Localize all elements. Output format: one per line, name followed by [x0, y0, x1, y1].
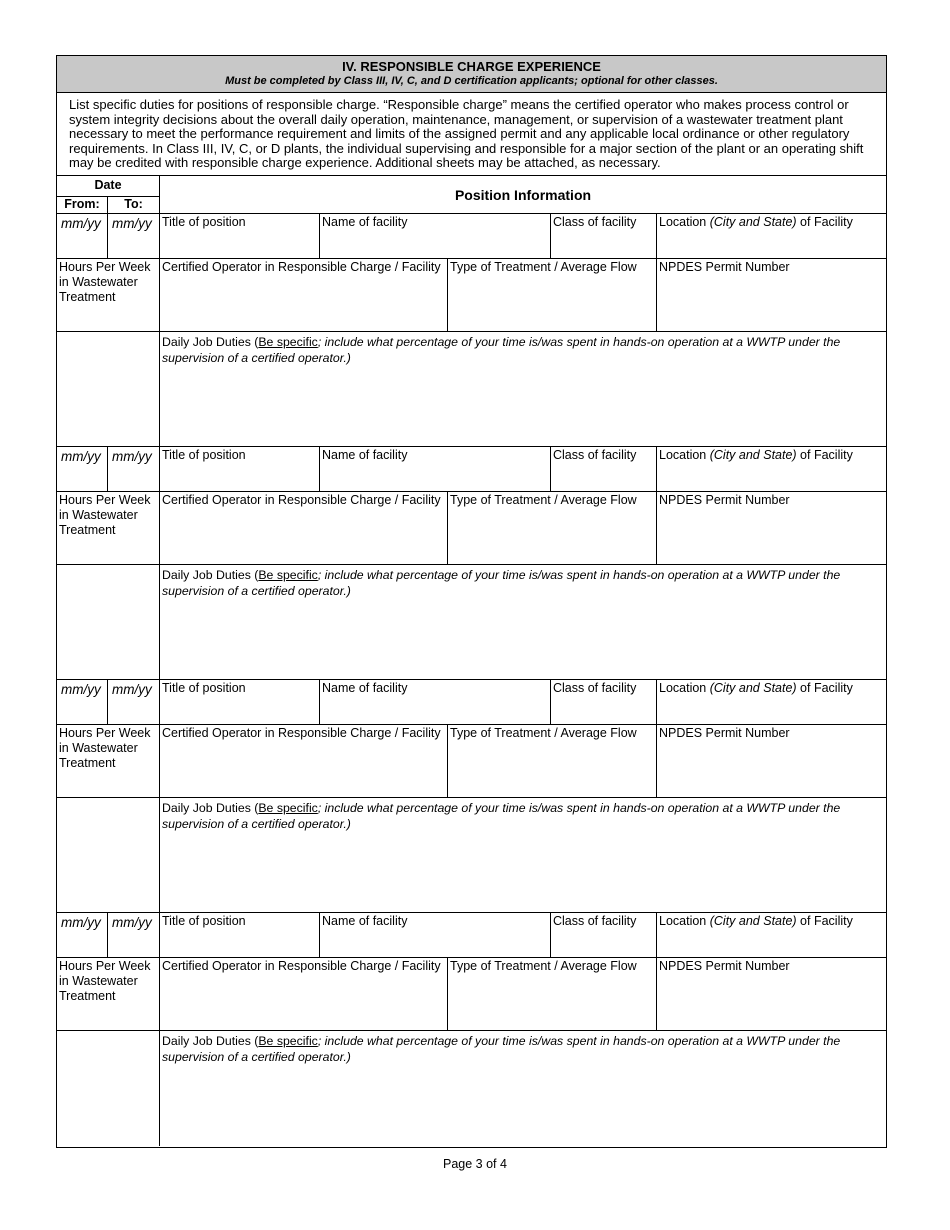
duties-spacer — [57, 332, 160, 447]
name-of-facility-label: Name of facility — [322, 681, 408, 695]
from-date-field[interactable] — [57, 680, 108, 725]
type-of-treatment-field[interactable] — [448, 958, 657, 1031]
certified-operator-field[interactable] — [160, 259, 448, 332]
hours-per-week-label: Hours Per Week in Wastewater Treatment — [59, 260, 151, 304]
daily-job-duties-label — [162, 1033, 856, 1065]
certified-operator-field[interactable] — [160, 958, 448, 1031]
to-date-placeholder: mm/yy — [112, 216, 152, 231]
npdes-permit-field[interactable] — [657, 259, 886, 332]
to-date-field[interactable] — [108, 214, 160, 259]
type-of-treatment-field[interactable] — [448, 492, 657, 565]
duties-label-suffix: ; include what percentage of your time is/was spent in hands-on operation at a WWTP under the supervision of a certified operator.) — [162, 1034, 841, 1064]
location-label — [659, 681, 884, 696]
position-block — [57, 447, 886, 680]
from-date-placeholder: mm/yy — [61, 915, 101, 930]
location-label-suffix: of Facility — [796, 448, 853, 462]
page-number: Page 3 of 4 — [443, 1157, 507, 1171]
npdes-permit-field[interactable] — [657, 958, 886, 1031]
position-block — [57, 913, 886, 1146]
position-info-header: Position Information — [160, 176, 886, 214]
instructions-text: List specific duties for positions of responsible charge. “Responsible charge” means the certified operator who makes process control or system integrity decisions about the overall daily operation, maintenance, management, or supervision of a wastewater treatment plant necessary to meet the performance requirement and limits of the assigned permit and any applicable local ordinance or other regulatory requirements. In Class III, IV, C, or D plants, the individual supervising and responsible for a major section of the plant or an operating shift may be credited with responsible charge experience. Additional sheets may be attached, as necessary. — [57, 92, 886, 176]
certified-operator-label: Certified Operator in Responsible Charge / Facility — [162, 726, 441, 740]
certified-operator-label: Certified Operator in Responsible Charge / Facility — [162, 493, 441, 507]
type-of-treatment-label: Type of Treatment / Average Flow — [450, 726, 637, 740]
location-field[interactable] — [657, 913, 886, 958]
from-date-placeholder: mm/yy — [61, 449, 101, 464]
section-subtitle: Must be completed by Class III, IV, C, and D certification applicants; optional for other classes. — [225, 75, 718, 87]
hours-per-week-label: Hours Per Week in Wastewater Treatment — [59, 959, 151, 1003]
certified-operator-label: Certified Operator in Responsible Charge / Facility — [162, 260, 441, 274]
responsible-charge-form — [56, 55, 887, 1148]
certified-operator-field[interactable] — [160, 492, 448, 565]
position-block — [57, 680, 886, 913]
location-label-prefix: Location — [659, 448, 710, 462]
title-of-position-label: Title of position — [162, 448, 246, 462]
from-label: From: — [57, 196, 108, 213]
type-of-treatment-label: Type of Treatment / Average Flow — [450, 493, 637, 507]
duties-label-prefix: Daily Job Duties ( — [162, 335, 259, 349]
location-field[interactable] — [657, 680, 886, 725]
class-of-facility-field[interactable] — [551, 680, 657, 725]
title-of-position-field[interactable] — [160, 447, 320, 492]
to-date-placeholder: mm/yy — [112, 915, 152, 930]
from-date-field[interactable] — [57, 214, 108, 259]
class-of-facility-label: Class of facility — [553, 215, 637, 229]
duties-label-suffix: ; include what percentage of your time is/was spent in hands-on operation at a WWTP under the supervision of a certified operator.) — [162, 801, 841, 831]
location-label — [659, 448, 884, 463]
duties-label-suffix: ; include what percentage of your time is/was spent in hands-on operation at a WWTP under the supervision of a certified operator.) — [162, 568, 841, 598]
daily-job-duties-label — [162, 800, 856, 832]
type-of-treatment-field[interactable] — [448, 259, 657, 332]
daily-job-duties-label — [162, 567, 856, 599]
duties-label-prefix: Daily Job Duties ( — [162, 1034, 259, 1048]
hours-per-week-field[interactable] — [57, 492, 160, 565]
to-date-field[interactable] — [108, 447, 160, 492]
type-of-treatment-field[interactable] — [448, 725, 657, 798]
location-label-prefix: Location — [659, 681, 710, 695]
daily-job-duties-label — [162, 334, 856, 366]
duties-spacer — [57, 1031, 160, 1146]
name-of-facility-label: Name of facility — [322, 448, 408, 462]
hours-per-week-label: Hours Per Week in Wastewater Treatment — [59, 493, 151, 537]
duties-spacer — [57, 798, 160, 913]
name-of-facility-field[interactable] — [320, 680, 551, 725]
title-of-position-label: Title of position — [162, 914, 246, 928]
location-label-prefix: Location — [659, 215, 710, 229]
duties-spacer — [57, 565, 160, 680]
to-date-placeholder: mm/yy — [112, 682, 152, 697]
name-of-facility-label: Name of facility — [322, 215, 408, 229]
duties-label-emphasis: Be specific — [258, 568, 318, 582]
date-column-header — [57, 176, 160, 214]
daily-job-duties-field[interactable] — [160, 798, 886, 913]
npdes-permit-field[interactable] — [657, 492, 886, 565]
to-label: To: — [124, 197, 143, 211]
location-field[interactable] — [657, 214, 886, 259]
to-date-placeholder: mm/yy — [112, 449, 152, 464]
from-date-placeholder: mm/yy — [61, 682, 101, 697]
duties-label-prefix: Daily Job Duties ( — [162, 568, 259, 582]
from-date-placeholder: mm/yy — [61, 216, 101, 231]
location-label-suffix: of Facility — [796, 215, 853, 229]
hours-per-week-label: Hours Per Week in Wastewater Treatment — [59, 726, 151, 770]
name-of-facility-field[interactable] — [320, 214, 551, 259]
certified-operator-field[interactable] — [160, 725, 448, 798]
from-date-field[interactable] — [57, 913, 108, 958]
name-of-facility-field[interactable] — [320, 913, 551, 958]
to-date-field[interactable] — [108, 913, 160, 958]
position-block — [57, 214, 886, 447]
from-date-field[interactable] — [57, 447, 108, 492]
npdes-permit-field[interactable] — [657, 725, 886, 798]
type-of-treatment-label: Type of Treatment / Average Flow — [450, 959, 637, 973]
duties-label-prefix: Daily Job Duties ( — [162, 801, 259, 815]
class-of-facility-field[interactable] — [551, 913, 657, 958]
npdes-permit-label: NPDES Permit Number — [659, 726, 790, 740]
class-of-facility-label: Class of facility — [553, 914, 637, 928]
npdes-permit-label: NPDES Permit Number — [659, 493, 790, 507]
daily-job-duties-field[interactable] — [160, 565, 886, 680]
location-label-prefix: Location — [659, 914, 710, 928]
title-of-position-label: Title of position — [162, 681, 246, 695]
class-of-facility-field[interactable] — [551, 447, 657, 492]
class-of-facility-label: Class of facility — [553, 448, 637, 462]
hours-per-week-field[interactable] — [57, 259, 160, 332]
location-label-city-state: (City and State) — [709, 914, 797, 928]
duties-label-emphasis: Be specific — [258, 1034, 318, 1048]
location-label-suffix: of Facility — [796, 914, 853, 928]
to-date-field[interactable] — [108, 680, 160, 725]
name-of-facility-field[interactable] — [320, 447, 551, 492]
date-label: Date — [57, 176, 159, 197]
location-field[interactable] — [657, 447, 886, 492]
location-label — [659, 215, 884, 230]
duties-label-emphasis: Be specific — [258, 801, 318, 815]
location-label-city-state: (City and State) — [709, 681, 797, 695]
section-header — [57, 56, 886, 93]
name-of-facility-label: Name of facility — [322, 914, 408, 928]
location-label — [659, 914, 884, 929]
class-of-facility-label: Class of facility — [553, 681, 637, 695]
npdes-permit-label: NPDES Permit Number — [659, 959, 790, 973]
certified-operator-label: Certified Operator in Responsible Charge / Facility — [162, 959, 441, 973]
title-of-position-field[interactable] — [160, 680, 320, 725]
duties-label-emphasis: Be specific — [258, 335, 318, 349]
title-of-position-label: Title of position — [162, 215, 246, 229]
hours-per-week-field[interactable] — [57, 958, 160, 1031]
npdes-permit-label: NPDES Permit Number — [659, 260, 790, 274]
daily-job-duties-field[interactable] — [160, 1031, 886, 1146]
hours-per-week-field[interactable] — [57, 725, 160, 798]
type-of-treatment-label: Type of Treatment / Average Flow — [450, 260, 637, 274]
location-label-city-state: (City and State) — [709, 448, 797, 462]
daily-job-duties-field[interactable] — [160, 332, 886, 447]
location-label-city-state: (City and State) — [709, 215, 797, 229]
section-title: IV. RESPONSIBLE CHARGE EXPERIENCE — [342, 59, 601, 74]
title-of-position-field[interactable] — [160, 913, 320, 958]
location-label-suffix: of Facility — [796, 681, 853, 695]
class-of-facility-field[interactable] — [551, 214, 657, 259]
title-of-position-field[interactable] — [160, 214, 320, 259]
duties-label-suffix: ; include what percentage of your time is/was spent in hands-on operation at a WWTP under the supervision of a certified operator.) — [162, 335, 841, 365]
